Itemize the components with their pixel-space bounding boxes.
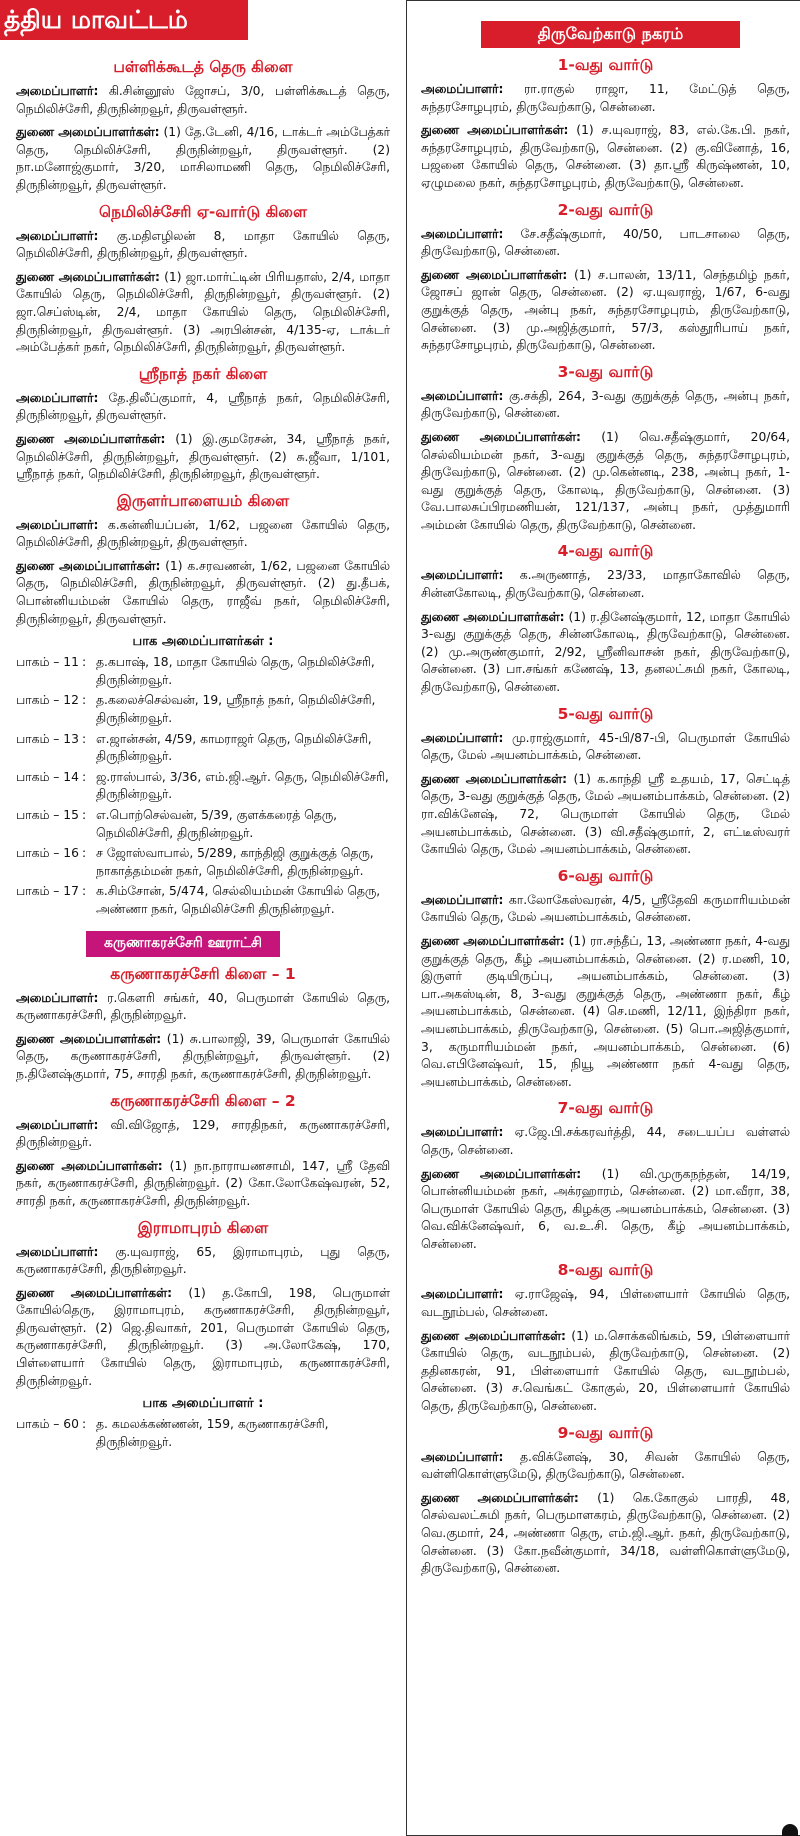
booth-organizers-heading: பாக அமைப்பாளர் : [142, 1396, 264, 1412]
deputy-organizers-text: துணை அமைப்பாளர்கள்: (1) ரா.சந்தீப், 13, அண்ணா நகர், 4-வது குறுக்குத் தெரு, கீழ் அயனம்பாக்கம், சென்னை. (2) ர.மணி, 10, இருளர் குடியிருப்பு, அயனம்பாக்கம், சென்னை. (3) பா.அகஸ்டின், 8, 3-வது குறுக்குத் தெரு, அண்ணா நகர், கீழ் அயனம்பாக்கம், சென்னை. (4) செ.மணி, 12/11, இந்திரா நகர், அயனம்பாக்கம், திருவேற்காடு, சென்னை. (5) பொ.அஜித்குமார், 3, கருமாரியம்மன் நகர், அயனம்பாக்கம், சென்னை. (6) வெ.எபினேஷ்வர், 15, நியூ அண்ணா நகர் 4-வது தெரு, அயனம்பாக்கம், சென்னை. [421, 933, 790, 1089]
deputy-organizers-text: துணை அமைப்பாளர்கள்: (1) தே.டேனி, 4/16, டாக்டர் அம்பேத்கர் தெரு, நெமிலிச்சேரி, திருநின்றவூர், திருவள்ளூர். (2) நா.மனோஜ்குமார், 3/20, மாசிலாமணி தெரு, நெமிலிச்சேரி, திருநின்றவூர், திருவள்ளூர். [16, 125, 390, 192]
booth-row: பாகம் – 13 : எ.ஜான்சன், 4/59, காமராஜர் தெரு, நெமிலிச்சேரி, திருநின்றவூர். [16, 731, 390, 766]
district-banner: த்திய மாவட்டம் [0, 0, 248, 40]
organizer-text: அமைப்பாளர்: கா.லோகேஸ்வரன், 4/5, ஸ்ரீதேவி கருமாரியம்மன் கோயில் தெரு, மேல் அயனம்பாக்கம், சென்னை. [421, 892, 790, 925]
organizer-text: அமைப்பாளர்: மு.ராஜ்குமார், 45-பி/87-பி, பெருமாள் கோயில் தெரு, மேல் அயனம்பாக்கம், சென்னை. [421, 730, 790, 763]
section-title: கருணாகரச்சேரி கிளை – 1 [110, 964, 296, 983]
panchayat-heading: கருணாகரச்சேரி ஊராட்சி [86, 931, 280, 957]
ward-list [421, 56, 790, 1578]
town-banner: திருவேற்காடு நகரம் [481, 21, 740, 48]
organizer-text: அமைப்பாளர்: கி.சின்னூஸ் ஜோசப், 3/0, பள்ளிக்கூடத் தெரு, நெமிலிச்சேரி, திருநின்றவூர், திருவள்ளூர். [16, 84, 390, 116]
deputy-organizers-text: துணை அமைப்பாளர்கள்: (1) ச.பாலன், 13/11, செந்தமிழ் நகர், ஜோசப் ஜான் தெரு, சென்னை. (2) ஏ.யுவராஜ், 1/67, 6-வது குறுக்குத் தெரு, அன்பு நகர், சுந்தரசோழபுரம், திருவேற்காடு, சென்னை. (3) மு.அஜித்குமார், 57/3, கஸ்தூரிபாய் நகர், சுந்தரசோழபுரம், திருவேற்காடு, சென்னை. [421, 267, 790, 353]
booth-row: பாகம் – 12 : த.கலைச்செல்வன், 19, ஸ்ரீநாத் நகர், நெமிலிச்சேரி, திருநின்றவூர். [16, 692, 390, 727]
booth-number: பாகம் – 15 [16, 808, 79, 822]
booth-number: பாகம் – 13 [16, 731, 79, 746]
organizer-text: அமைப்பாளர்: தே.திலீப்குமார், 4, ஸ்ரீநாத் நகர், நெமிலிச்சேரி, திருநின்றவூர், திருவள்ளூர். [16, 390, 390, 423]
section-title: இருளர்பாளையம் கிளை [116, 491, 290, 510]
booth-organizer: எ.பொற்செல்வன், 5/39, குளக்கரைத் தெரு, நெமிலிச்சேரி, திருநின்றவூர். [96, 808, 338, 840]
booth-row: பாகம் – 15 : எ.பொற்செல்வன், 5/39, குளக்கரைத் தெரு, நெமிலிச்சேரி, திருநின்றவூர். [16, 807, 390, 842]
ward-title: 6-வது வார்டு [557, 866, 654, 885]
booth-row: பாகம் – 16 : ச ஜோஸ்வாபால், 5/289, காந்திஜி குறுக்குத் தெரு, நாகாத்தம்மன் நகர், நெமிலிச்சேரி, திருநின்றவூர். [16, 845, 390, 880]
booth-organizer: க.சிம்சோன், 5/474, செல்லியம்மன் கோயில் தெரு, அண்ணா நகர், நெமிலிச்சேரி திருநின்றவூர். [96, 884, 381, 916]
booth-organizer: த. கமலக்கண்ணன், 159, கருணாகரச்சேரி, திருநின்றவூர். [96, 1417, 329, 1449]
organizer-text: அமைப்பாளர்: ரா.ராகுல் ராஜா, 11, மேட்டுத் தெரு, சுந்தரசோழபுரம், திருவேற்காடு, சென்னை. [421, 82, 790, 114]
booth-number: பாகம் – 11 [16, 655, 79, 670]
organizer-text: அமைப்பாளர்: கு.மதிஎழிலன் 8, மாதா கோயில் தெரு, நெமிலிச்சேரி, திருநின்றவூர், திருவள்ளூர். [16, 228, 390, 261]
ward-title: 3-வது வார்டு [557, 362, 654, 381]
booth-row: பாகம் – 14 : ஜ.ராஸ்பால், 3/36, எம்.ஜி.ஆர். தெரு, நெமிலிச்சேரி, திருநின்றவூர். [16, 769, 390, 804]
organizer-text: அமைப்பாளர்: கு.யுவராஜ், 65, இராமாபுரம், புது தெரு, கருணாகரச்சேரி, திருநின்றவூர். [16, 1244, 390, 1277]
organizer-text: அமைப்பாளர்: சே.சதீஷ்குமார், 40/50, பாடசாலை தெரு, திருவேற்காடு, சென்னை. [421, 226, 790, 259]
booth-number: பாகம் – 14 [16, 769, 79, 784]
deputy-organizers-text: துணை அமைப்பாளர்கள்: (1) நா.நாராயணசாமி, 147, ஸ்ரீ தேவி நகர், கருணாகரச்சேரி, திருநின்றவூர். (2) கோ.லோகேஷ்வரன், 52, சாரதி நகர், கருணாகரச்சேரி, திருநின்றவூர். [16, 1158, 390, 1208]
ward-title: 5-வது வார்டு [557, 704, 654, 723]
booth-organizer: எ.ஜான்சன், 4/59, காமராஜர் தெரு, நெமிலிச்சேரி, திருநின்றவூர். [96, 731, 372, 764]
page-corner-mark [782, 1824, 798, 1836]
left-column [0, 0, 400, 1454]
organizer-text: அமைப்பாளர்: ர.கௌரி சங்கர், 40, பெருமாள் கோயில் தெரு, கருணாகரச்சேரி, திருநின்றவூர். [16, 990, 390, 1023]
booth-organizer: த.கலைச்செல்வன், 19, ஸ்ரீநாத் நகர், நெமிலிச்சேரி, திருநின்றவூர். [96, 693, 376, 726]
deputy-organizers-text: துணை அமைப்பாளர்கள்: (1) ஜா.மார்ட்டின் பிரியதாஸ், 2/4, மாதா கோயில் தெரு, நெமிலிச்சேரி, திருநின்றவூர், திருவள்ளூர். (2) ஜா.செப்ஸ்டின், 2/4, மாதா கோயில் தெரு, நெமிலிச்சேரி, திருநின்றவூர், திருவள்ளூர். (3) அரபின்சன், 4/135-ஏ, டாக்டர் அம்பேத்கர் நகர், நெமிலிச்சேரி, திருநின்றவூர், திருவள்ளூர். [16, 269, 390, 355]
booth-number: பாகம் – 17 [16, 884, 79, 899]
deputy-organizers-text: துணை அமைப்பாளர்கள்: (1) ர.தினேஷ்குமார், 12, மாதா கோயில் 3-வது குறுக்குத் தெரு, சின்னகோலடி, திருவேற்காடு, சென்னை. (2) மு.அருண்குமார், 2/92, ஸ்ரீனிவாசன் நகர், திருவேற்காடு, சென்னை. (3) பா.சங்கர் கணேஷ், 13, தனலட்சுமி நகர், கோலடி, திருவேற்காடு, சென்னை. [421, 609, 790, 695]
booth-number: பாகம் – 12 [16, 693, 79, 708]
deputy-organizers-text: துணை அமைப்பாளர்கள்: (1) க.சரவணன், 1/62, பஜனை கோயில் தெரு, நெமிலிச்சேரி, திருநின்றவூர், திருவள்ளூர். (2) து.தீபக், பொன்னியம்மன் கோயில் தெரு, ராஜீவ் நகர், நெமிலிச்சேரி, திருநின்றவூர், திருவள்ளூர். [16, 558, 390, 626]
organizer-text: அமைப்பாளர்: த.விக்னேஷ், 30, சிவன் கோயில் தெரு, வள்ளிகொள்ளுமேடு, திருவேற்காடு, சென்னை. [421, 1449, 790, 1482]
booth-organizer: ஜ.ராஸ்பால், 3/36, எம்.ஜி.ஆர். தெரு, நெமிலிச்சேரி, திருநின்றவூர். [96, 769, 389, 802]
section-title: பள்ளிக்கூடத் தெரு கிளை [113, 58, 293, 76]
ward-title: 9-வது வார்டு [557, 1423, 654, 1442]
booth-organizer: த.கபாஷ், 18, மாதா கோயில் தெரு, நெமிலிச்சேரி, திருநின்றவூர். [96, 655, 375, 687]
deputy-organizers-text: துணை அமைப்பாளர்கள்: (1) சு.பாலாஜி, 39, பெருமாள் கோயில் தெரு, கருணாகரச்சேரி, திருநின்றவூர், திருவள்ளூர். (2) ந.தினேஷ்குமார், 75, சாரதி நகர், கருணாகரச்சேரி, திருநின்றவூர். [16, 1031, 390, 1081]
ward-title: 1-வது வார்டு [557, 56, 654, 74]
booth-organizers-heading: பாக அமைப்பாளர்கள் : [132, 634, 274, 650]
section-title: நெமிலிச்சேரி ஏ-வார்டு கிளை [99, 202, 307, 221]
booth-number: பாகம் – 60 [16, 1417, 79, 1432]
organizer-text: அமைப்பாளர்: க.கன்னியப்பன், 1/62, பஜனை கோயில் தெரு, நெமிலிச்சேரி, திருநின்றவூர், திருவள்ளூர். [16, 517, 390, 550]
deputy-organizers-text: துணை அமைப்பாளர்கள்: (1) வெ.சதீஷ்குமார், 20/64, செல்லியம்மன் நகர், 3-வது குறுக்குத் தெரு, சுந்தரசோழபுரம், திருவேற்காடு, சென்னை. (2) மு.கென்னடி, 238, அன்பு நகர், 1-வது குறுக்குத் தெரு, கோலடி, திருவேற்காடு, சென்னை. (3) வே.பாலசுப்பிரமணியன், 121/137, அன்பு நகர், முத்துமாரி அம்மன் கோயில் தெரு, திருவேற்காடு, சென்னை. [421, 429, 790, 532]
organizer-text: அமைப்பாளர்: ஏ.ஜே.பி.சக்கரவர்த்தி, 44, சடையப்ப வள்ளல் தெரு, சென்னை. [421, 1125, 790, 1157]
section-title: ஸ்ரீநாத் நகர் கிளை [138, 364, 268, 383]
ward-title: 4-வது வார்டு [557, 542, 654, 561]
right-column [406, 0, 800, 1836]
booth-row: பாகம் – 11 : த.கபாஷ், 18, மாதா கோயில் தெரு, நெமிலிச்சேரி, திருநின்றவூர். [16, 654, 390, 689]
booth-row: பாகம் – 17 : க.சிம்சோன், 5/474, செல்லியம்மன் கோயில் தெரு, அண்ணா நகர், நெமிலிச்சேரி திருநின்றவூர். [16, 883, 390, 918]
section-title: கருணாகரச்சேரி கிளை – 2 [110, 1091, 296, 1110]
booth-number: பாகம் – 16 [16, 846, 79, 861]
booth-row: பாகம் – 60 : த. கமலக்கண்ணன், 159, கருணாகரச்சேரி, திருநின்றவூர். [16, 1416, 390, 1451]
organizer-text: அமைப்பாளர்: க.அருணாத், 23/33, மாதாகோவில் தெரு, சின்னகோலடி, திருவேற்காடு, சென்னை. [421, 568, 790, 601]
deputy-organizers-text: துணை அமைப்பாளர்கள்: (1) க.காந்தி ஸ்ரீ உதயம், 17, செட்டித் தெரு, 3-வது குறுக்குத் தெரு, மேல் அயனம்பாக்கம், சென்னை. (2) ரா.விக்னேஷ், 72, பெருமாள் கோயில் தெரு, மேல் அயனம்பாக்கம், சென்னை. (3) வி.சதீஷ்குமார், 2, எட்டீஸ்வரர் கோயில் தெரு, மேல் அயனம்பாக்கம், சென்னை. [421, 771, 790, 857]
organizer-text: அமைப்பாளர்: ஏ.ராஜேஷ், 94, பிள்ளையார் கோயில் தெரு, வடநூம்பல், சென்னை. [421, 1287, 790, 1320]
deputy-organizers-text: துணை அமைப்பாளர்கள்: (1) கெ.கோகுல் பாரதி, 48, செல்வலட்சுமி நகர், பெருமாளகரம், திருவேற்காடு, சென்னை. (2) வெ.குமார், 24, அண்ணா தெரு, எம்.ஜி.ஆர். நகர், திருவேற்காடு, சென்னை. (3) கோ.நவீன்குமார், 34/18, வள்ளிகொள்ளுமேடு, திருவேற்காடு, சென்னை. [421, 1490, 790, 1576]
deputy-organizers-text: துணை அமைப்பாளர்கள்: (1) த.கோபி, 198, பெருமாள் கோயில்தெரு, இராமாபுரம், கருணாகரச்சேரி, திருநின்றவூர், திருவள்ளூர். (2) ஜெ.திவாகர், 201, பெருமாள் கோயில் தெரு, கருணாகரச்சேரி, திருநின்றவூர். (3) அ.லோகேஷ், 170, பிள்ளையார் கோயில் தெரு, இராமாபுரம், கருணாகரச்சேரி, திருநின்றவூர். [16, 1285, 390, 1388]
organizer-text: அமைப்பாளர்: வி.விஜோத், 129, சாரதிநகர், கருணாகரச்சேரி, திருநின்றவூர். [16, 1117, 390, 1150]
ward-title: 2-வது வார்டு [557, 200, 654, 219]
ward-title: 7-வது வார்டு [557, 1099, 654, 1118]
section-title: இராமாபுரம் கிளை [137, 1218, 269, 1237]
ward-title: 8-வது வார்டு [557, 1261, 654, 1280]
deputy-organizers-text: துணை அமைப்பாளர்கள்: (1) வி.முருகநந்தன், 14/19, பொன்னியம்மன் நகர், அக்ரஹாரம், சென்னை. (2) மா.வீரா, 38, பெருமாள் கோயில் தெரு, கிழக்கு அயனம்பாக்கம், சென்னை. (3) வெ.விக்னேஷ்வர், 6, வ.உ.சி. தெரு, கீழ் அயனம்பாக்கம், சென்னை. [421, 1166, 790, 1251]
deputy-organizers-text: துணை அமைப்பாளர்கள்: (1) ம.சொக்கலிங்கம், 59, பிள்ளையார் கோயில் தெரு, வடநூம்பல், திருவேற்காடு, சென்னை. (2) ததினகரன், 91, பிள்ளையார் கோயில் தெரு, வடநூம்பல், சென்னை. (3) ச.வெங்கட் கோகுல், 20, பிள்ளையார் கோயில் தெரு, திருவேற்காடு, சென்னை. [421, 1328, 790, 1414]
organizer-text: அமைப்பாளர்: கு.சக்தி, 264, 3-வது குறுக்குத் தெரு, அன்பு நகர், திருவேற்காடு, சென்னை. [421, 388, 790, 421]
deputy-organizers-text: துணை அமைப்பாளர்கள்: (1) இ.குமரேசன், 34, ஸ்ரீநாத் நகர், நெமிலிச்சேரி, திருநின்றவூர், திருவள்ளூர். (2) சு.ஜீவா, 1/101, ஸ்ரீநாத் நகர், நெமிலிச்சேரி, திருநின்றவூர், திருவள்ளூர். [16, 431, 390, 482]
deputy-organizers-text: துணை அமைப்பாளர்கள்: (1) ச.யுவராஜ், 83, எல்.கே.பி. நகர், சுந்தரசோழபுரம், திருவேற்காடு, சென்னை. (2) கு.வினோத், 16, பஜனை கோயில் தெரு, சென்னை. (3) தா.ஸ்ரீ கிருஷ்ணன், 10, ஏழுமலை நகர், சுந்தரசோழபுரம், திருவேற்காடு, சென்னை. [421, 123, 791, 190]
booth-organizer: ச ஜோஸ்வாபால், 5/289, காந்திஜி குறுக்குத் தெரு, நாகாத்தம்மன் நகர், நெமிலிச்சேரி, திருநின்றவூர். [96, 846, 374, 878]
